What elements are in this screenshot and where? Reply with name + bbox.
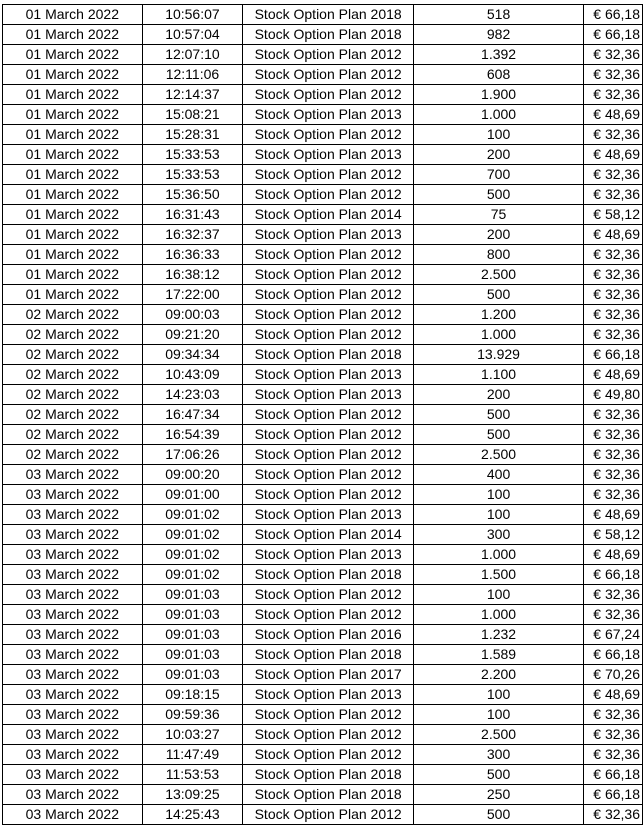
- quantity-cell: 300: [414, 525, 584, 545]
- price-cell: € 32,36: [584, 65, 643, 85]
- date-cell: 02 March 2022: [3, 305, 143, 325]
- table-row: [3, 5, 643, 25]
- quantity-cell: 13.929: [414, 345, 584, 365]
- date-cell: 01 March 2022: [3, 5, 143, 25]
- date-cell: 01 March 2022: [3, 285, 143, 305]
- quantity-cell: 100: [414, 125, 584, 145]
- date-cell: 01 March 2022: [3, 205, 143, 225]
- price-cell: € 32,36: [584, 285, 643, 305]
- price-cell: € 32,36: [584, 125, 643, 145]
- price-cell: € 48,69: [584, 685, 643, 705]
- plan-cell: Stock Option Plan 2018: [243, 25, 414, 45]
- quantity-cell: 1.500: [414, 565, 584, 585]
- table-row: [3, 385, 643, 405]
- time-cell: 15:33:53: [142, 145, 243, 165]
- time-cell: 09:01:02: [142, 505, 243, 525]
- date-cell: 02 March 2022: [3, 385, 143, 405]
- table-row: [3, 805, 643, 825]
- table-row: [3, 485, 643, 505]
- date-cell: 01 March 2022: [3, 45, 143, 65]
- plan-cell: Stock Option Plan 2016: [243, 625, 414, 645]
- quantity-cell: 800: [414, 245, 584, 265]
- quantity-cell: 500: [414, 185, 584, 205]
- table-row: [3, 185, 643, 205]
- plan-cell: Stock Option Plan 2012: [243, 85, 414, 105]
- date-cell: 01 March 2022: [3, 145, 143, 165]
- plan-cell: Stock Option Plan 2013: [243, 545, 414, 565]
- quantity-cell: 608: [414, 65, 584, 85]
- price-cell: € 48,69: [584, 225, 643, 245]
- date-cell: 03 March 2022: [3, 465, 143, 485]
- time-cell: 09:59:36: [142, 705, 243, 725]
- time-cell: 09:21:20: [142, 325, 243, 345]
- price-cell: € 66,18: [584, 565, 643, 585]
- quantity-cell: 300: [414, 745, 584, 765]
- table-row: [3, 365, 643, 385]
- time-cell: 13:09:25: [142, 785, 243, 805]
- plan-cell: Stock Option Plan 2012: [243, 445, 414, 465]
- date-cell: 03 March 2022: [3, 545, 143, 565]
- time-cell: 15:28:31: [142, 125, 243, 145]
- time-cell: 17:22:00: [142, 285, 243, 305]
- quantity-cell: 100: [414, 685, 584, 705]
- plan-cell: Stock Option Plan 2018: [243, 785, 414, 805]
- table-row: [3, 505, 643, 525]
- time-cell: 09:18:15: [142, 685, 243, 705]
- time-cell: 09:01:03: [142, 585, 243, 605]
- date-cell: 02 March 2022: [3, 365, 143, 385]
- plan-cell: Stock Option Plan 2013: [243, 685, 414, 705]
- date-cell: 03 March 2022: [3, 625, 143, 645]
- time-cell: 15:36:50: [142, 185, 243, 205]
- table-row: [3, 725, 643, 745]
- time-cell: 15:08:21: [142, 105, 243, 125]
- plan-cell: Stock Option Plan 2013: [243, 385, 414, 405]
- plan-cell: Stock Option Plan 2012: [243, 405, 414, 425]
- table-row: [3, 345, 643, 365]
- date-cell: 03 March 2022: [3, 805, 143, 825]
- quantity-cell: 1.000: [414, 605, 584, 625]
- date-cell: 01 March 2022: [3, 265, 143, 285]
- table-body: [3, 5, 643, 825]
- plan-cell: Stock Option Plan 2012: [243, 705, 414, 725]
- date-cell: 01 March 2022: [3, 125, 143, 145]
- time-cell: 12:07:10: [142, 45, 243, 65]
- table-row: [3, 25, 643, 45]
- plan-cell: Stock Option Plan 2018: [243, 5, 414, 25]
- quantity-cell: 1.000: [414, 545, 584, 565]
- table-row: [3, 325, 643, 345]
- time-cell: 09:01:02: [142, 545, 243, 565]
- price-cell: € 66,18: [584, 25, 643, 45]
- time-cell: 12:11:06: [142, 65, 243, 85]
- table-row: [3, 225, 643, 245]
- plan-cell: Stock Option Plan 2012: [243, 745, 414, 765]
- plan-cell: Stock Option Plan 2012: [243, 485, 414, 505]
- quantity-cell: 500: [414, 765, 584, 785]
- price-cell: € 66,18: [584, 5, 643, 25]
- date-cell: 01 March 2022: [3, 165, 143, 185]
- time-cell: 16:32:37: [142, 225, 243, 245]
- date-cell: 01 March 2022: [3, 185, 143, 205]
- quantity-cell: 100: [414, 705, 584, 725]
- plan-cell: Stock Option Plan 2012: [243, 185, 414, 205]
- price-cell: € 49,80: [584, 385, 643, 405]
- time-cell: 11:53:53: [142, 765, 243, 785]
- table-row: [3, 745, 643, 765]
- quantity-cell: 250: [414, 785, 584, 805]
- table-row: [3, 305, 643, 325]
- quantity-cell: 1.200: [414, 305, 584, 325]
- price-cell: € 32,36: [584, 705, 643, 725]
- plan-cell: Stock Option Plan 2012: [243, 465, 414, 485]
- price-cell: € 32,36: [584, 185, 643, 205]
- table-row: [3, 625, 643, 645]
- plan-cell: Stock Option Plan 2012: [243, 325, 414, 345]
- quantity-cell: 200: [414, 225, 584, 245]
- quantity-cell: 1.100: [414, 365, 584, 385]
- quantity-cell: 1.900: [414, 85, 584, 105]
- table-row: [3, 65, 643, 85]
- table-row: [3, 665, 643, 685]
- quantity-cell: 100: [414, 485, 584, 505]
- time-cell: 09:01:02: [142, 525, 243, 545]
- quantity-cell: 2.500: [414, 725, 584, 745]
- price-cell: € 32,36: [584, 165, 643, 185]
- price-cell: € 32,36: [584, 585, 643, 605]
- time-cell: 16:38:12: [142, 265, 243, 285]
- table-row: [3, 705, 643, 725]
- price-cell: € 58,12: [584, 205, 643, 225]
- time-cell: 10:03:27: [142, 725, 243, 745]
- plan-cell: Stock Option Plan 2018: [243, 565, 414, 585]
- plan-cell: Stock Option Plan 2012: [243, 265, 414, 285]
- date-cell: 03 March 2022: [3, 725, 143, 745]
- price-cell: € 32,36: [584, 245, 643, 265]
- price-cell: € 32,36: [584, 605, 643, 625]
- plan-cell: Stock Option Plan 2012: [243, 725, 414, 745]
- plan-cell: Stock Option Plan 2013: [243, 365, 414, 385]
- table-row: [3, 645, 643, 665]
- date-cell: 01 March 2022: [3, 65, 143, 85]
- date-cell: 03 March 2022: [3, 605, 143, 625]
- table-row: [3, 585, 643, 605]
- date-cell: 03 March 2022: [3, 585, 143, 605]
- table-row: [3, 425, 643, 445]
- plan-cell: Stock Option Plan 2012: [243, 45, 414, 65]
- quantity-cell: 518: [414, 5, 584, 25]
- price-cell: € 48,69: [584, 545, 643, 565]
- time-cell: 09:01:03: [142, 665, 243, 685]
- quantity-cell: 982: [414, 25, 584, 45]
- time-cell: 14:25:43: [142, 805, 243, 825]
- plan-cell: Stock Option Plan 2012: [243, 805, 414, 825]
- plan-cell: Stock Option Plan 2012: [243, 605, 414, 625]
- date-cell: 01 March 2022: [3, 245, 143, 265]
- quantity-cell: 2.500: [414, 265, 584, 285]
- table-row: [3, 525, 643, 545]
- plan-cell: Stock Option Plan 2013: [243, 225, 414, 245]
- time-cell: 16:36:33: [142, 245, 243, 265]
- table-row: [3, 765, 643, 785]
- quantity-cell: 500: [414, 285, 584, 305]
- time-cell: 09:00:03: [142, 305, 243, 325]
- date-cell: 03 March 2022: [3, 745, 143, 765]
- quantity-cell: 100: [414, 505, 584, 525]
- time-cell: 12:14:37: [142, 85, 243, 105]
- table-row: [3, 85, 643, 105]
- time-cell: 11:47:49: [142, 745, 243, 765]
- price-cell: € 32,36: [584, 85, 643, 105]
- time-cell: 09:00:20: [142, 465, 243, 485]
- price-cell: € 32,36: [584, 305, 643, 325]
- price-cell: € 32,36: [584, 445, 643, 465]
- date-cell: 03 March 2022: [3, 645, 143, 665]
- plan-cell: Stock Option Plan 2014: [243, 525, 414, 545]
- quantity-cell: 200: [414, 145, 584, 165]
- date-cell: 03 March 2022: [3, 565, 143, 585]
- date-cell: 01 March 2022: [3, 25, 143, 45]
- quantity-cell: 1.589: [414, 645, 584, 665]
- quantity-cell: 1.392: [414, 45, 584, 65]
- table-row: [3, 685, 643, 705]
- plan-cell: Stock Option Plan 2012: [243, 245, 414, 265]
- time-cell: 15:33:53: [142, 165, 243, 185]
- quantity-cell: 500: [414, 405, 584, 425]
- price-cell: € 66,18: [584, 765, 643, 785]
- plan-cell: Stock Option Plan 2018: [243, 765, 414, 785]
- quantity-cell: 500: [414, 805, 584, 825]
- price-cell: € 70,26: [584, 665, 643, 685]
- plan-cell: Stock Option Plan 2013: [243, 105, 414, 125]
- plan-cell: Stock Option Plan 2012: [243, 585, 414, 605]
- time-cell: 09:01:00: [142, 485, 243, 505]
- table-row: [3, 145, 643, 165]
- price-cell: € 32,36: [584, 265, 643, 285]
- date-cell: 03 March 2022: [3, 685, 143, 705]
- time-cell: 09:01:02: [142, 565, 243, 585]
- date-cell: 03 March 2022: [3, 785, 143, 805]
- quantity-cell: 75: [414, 205, 584, 225]
- date-cell: 02 March 2022: [3, 405, 143, 425]
- time-cell: 10:57:04: [142, 25, 243, 45]
- table-row: [3, 445, 643, 465]
- date-cell: 02 March 2022: [3, 345, 143, 365]
- quantity-cell: 1.000: [414, 105, 584, 125]
- table-row: [3, 265, 643, 285]
- quantity-cell: 2.500: [414, 445, 584, 465]
- table-row: [3, 45, 643, 65]
- quantity-cell: 200: [414, 385, 584, 405]
- table-row: [3, 165, 643, 185]
- plan-cell: Stock Option Plan 2012: [243, 425, 414, 445]
- plan-cell: Stock Option Plan 2017: [243, 665, 414, 685]
- quantity-cell: 1.232: [414, 625, 584, 645]
- price-cell: € 32,36: [584, 425, 643, 445]
- price-cell: € 32,36: [584, 485, 643, 505]
- plan-cell: Stock Option Plan 2014: [243, 205, 414, 225]
- date-cell: 02 March 2022: [3, 445, 143, 465]
- price-cell: € 32,36: [584, 45, 643, 65]
- date-cell: 02 March 2022: [3, 325, 143, 345]
- table-row: [3, 605, 643, 625]
- table-row: [3, 465, 643, 485]
- quantity-cell: 1.000: [414, 325, 584, 345]
- date-cell: 01 March 2022: [3, 105, 143, 125]
- price-cell: € 32,36: [584, 465, 643, 485]
- plan-cell: Stock Option Plan 2012: [243, 165, 414, 185]
- quantity-cell: 2.200: [414, 665, 584, 685]
- table-row: [3, 405, 643, 425]
- price-cell: € 67,24: [584, 625, 643, 645]
- time-cell: 09:01:03: [142, 605, 243, 625]
- price-cell: € 48,69: [584, 145, 643, 165]
- price-cell: € 32,36: [584, 405, 643, 425]
- price-cell: € 32,36: [584, 745, 643, 765]
- table-row: [3, 565, 643, 585]
- plan-cell: Stock Option Plan 2013: [243, 145, 414, 165]
- quantity-cell: 500: [414, 425, 584, 445]
- time-cell: 16:47:34: [142, 405, 243, 425]
- table-row: [3, 105, 643, 125]
- time-cell: 10:56:07: [142, 5, 243, 25]
- table-row: [3, 245, 643, 265]
- plan-cell: Stock Option Plan 2012: [243, 305, 414, 325]
- quantity-cell: 100: [414, 585, 584, 605]
- time-cell: 16:54:39: [142, 425, 243, 445]
- table-row: [3, 545, 643, 565]
- date-cell: 03 March 2022: [3, 485, 143, 505]
- price-cell: € 58,12: [584, 525, 643, 545]
- date-cell: 01 March 2022: [3, 85, 143, 105]
- date-cell: 03 March 2022: [3, 665, 143, 685]
- plan-cell: Stock Option Plan 2012: [243, 285, 414, 305]
- plan-cell: Stock Option Plan 2012: [243, 65, 414, 85]
- date-cell: 03 March 2022: [3, 765, 143, 785]
- price-cell: € 32,36: [584, 325, 643, 345]
- date-cell: 03 March 2022: [3, 505, 143, 525]
- time-cell: 09:01:03: [142, 625, 243, 645]
- table-row: [3, 125, 643, 145]
- date-cell: 02 March 2022: [3, 425, 143, 445]
- table-row: [3, 285, 643, 305]
- quantity-cell: 400: [414, 465, 584, 485]
- price-cell: € 32,36: [584, 805, 643, 825]
- price-cell: € 66,18: [584, 645, 643, 665]
- price-cell: € 48,69: [584, 505, 643, 525]
- plan-cell: Stock Option Plan 2013: [243, 505, 414, 525]
- price-cell: € 66,18: [584, 345, 643, 365]
- date-cell: 03 March 2022: [3, 525, 143, 545]
- time-cell: 17:06:26: [142, 445, 243, 465]
- plan-cell: Stock Option Plan 2012: [243, 125, 414, 145]
- transactions-table: [2, 4, 643, 825]
- price-cell: € 48,69: [584, 365, 643, 385]
- table-row: [3, 205, 643, 225]
- price-cell: € 32,36: [584, 725, 643, 745]
- time-cell: 16:31:43: [142, 205, 243, 225]
- table-row: [3, 785, 643, 805]
- time-cell: 10:43:09: [142, 365, 243, 385]
- time-cell: 09:01:03: [142, 645, 243, 665]
- time-cell: 14:23:03: [142, 385, 243, 405]
- plan-cell: Stock Option Plan 2018: [243, 345, 414, 365]
- time-cell: 09:34:34: [142, 345, 243, 365]
- date-cell: 03 March 2022: [3, 705, 143, 725]
- price-cell: € 48,69: [584, 105, 643, 125]
- price-cell: € 66,18: [584, 785, 643, 805]
- quantity-cell: 700: [414, 165, 584, 185]
- plan-cell: Stock Option Plan 2018: [243, 645, 414, 665]
- date-cell: 01 March 2022: [3, 225, 143, 245]
